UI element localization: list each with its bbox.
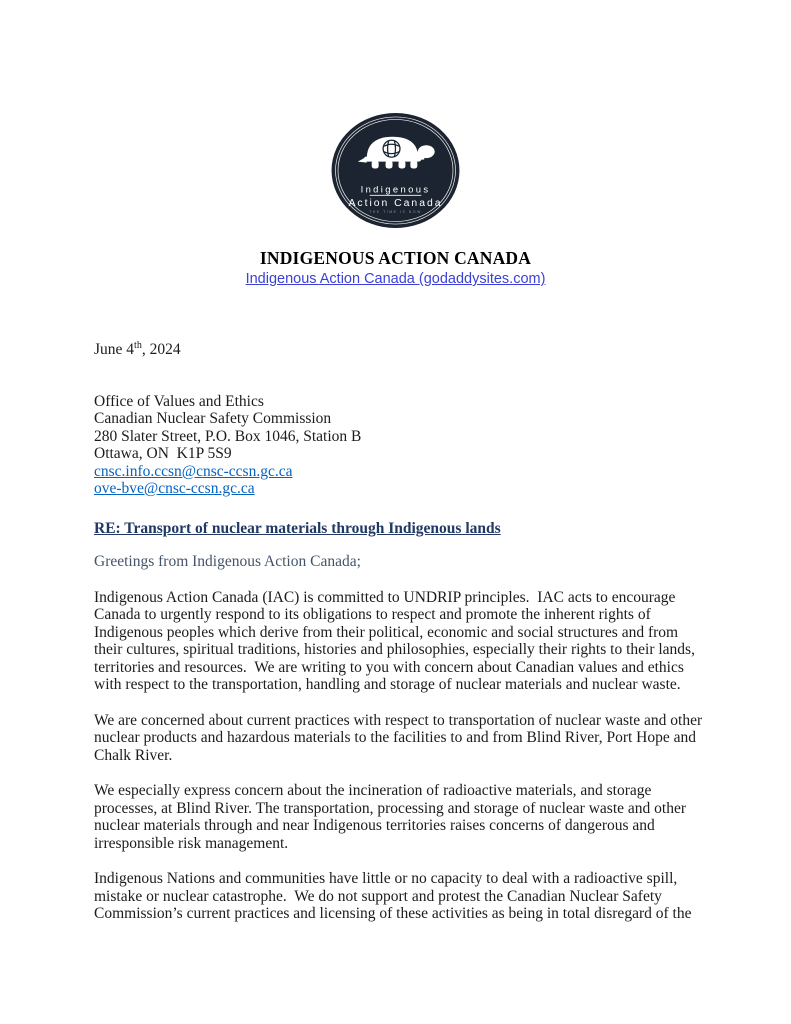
recipient-line: Canadian Nuclear Safety Commission bbox=[94, 410, 332, 427]
recipient-line: Ottawa, ON K1P 5S9 bbox=[94, 445, 232, 462]
logo-text-line1: Indigenous bbox=[360, 183, 431, 195]
subject-line: RE: Transport of nuclear materials through Indigenous lands bbox=[94, 519, 501, 537]
org-title: INDIGENOUS ACTION CANADA bbox=[259, 248, 532, 268]
logo-text-line2: Action Canada bbox=[348, 198, 443, 210]
date-ordinal: th bbox=[134, 339, 142, 351]
body-paragraph: We are concerned about current practices with respect to transportation of nuclear waste and other nuclear products and hazardous materials to the facilities to and from Blind River, Port Hope and Chalk River. bbox=[94, 711, 707, 764]
indigenous-action-canada-logo bbox=[331, 112, 460, 229]
body-paragraph: Indigenous Nations and communities have little or no capacity to deal with a radioactive spill, mistake or nuclear catastrophe. We do not support and protest the Canadian Nuclear Safety Commission’s current practices and licensing of these activities as being in total disregard of the bbox=[94, 870, 692, 922]
website-link[interactable]: Indigenous Action Canada (godaddysites.com) bbox=[245, 271, 546, 287]
body-paragraph: Indigenous Action Canada (IAC) is committed to UNDRIP principles. IAC acts to encourage Canada to urgently respond to its obligations to respect and promote the inherent rights of Indigenous peoples which derive from their political, economic and social structures and from their cultures, spiritual traditions, histories and philosophies, especially their rights to their lands, territories and resources. We are writing to you with concern about Canadian values and ethics with respect to the transportation, handling and storage of nuclear materials and nuclear waste. bbox=[94, 588, 699, 693]
recipient-address-block bbox=[94, 393, 710, 498]
email-line bbox=[94, 463, 710, 481]
date-line bbox=[94, 341, 710, 359]
recipient-line: Office of Values and Ethics bbox=[94, 392, 264, 410]
logo-tagline: THE TIME IS NOW bbox=[369, 210, 422, 215]
body-paragraph: We especially express concern about the incineration of radioactive materials, and storage processes, at Blind River. The transportation, processing and storage of nuclear waste and other nuclear materials through and near Indigenous territories raises concerns of dangerous and irresponsible risk management. bbox=[94, 782, 690, 852]
email-link-ove-bve[interactable]: ove-bve@cnsc-ccsn.gc.ca bbox=[94, 480, 255, 497]
recipient-line: 280 Slater Street, P.O. Box 1046, Station B bbox=[94, 427, 362, 445]
email-link-cnsc-info[interactable]: cnsc.info.ccsn@cnsc-ccsn.gc.ca bbox=[94, 462, 293, 480]
org-link-line bbox=[0, 271, 791, 287]
letter-body bbox=[0, 341, 791, 923]
greeting-line: Greetings from Indigenous Action Canada; bbox=[94, 553, 361, 570]
date-prefix: June 4 bbox=[94, 341, 135, 358]
logo-band bbox=[0, 0, 791, 229]
date-suffix: , 2024 bbox=[141, 341, 181, 358]
email-line bbox=[94, 480, 710, 498]
